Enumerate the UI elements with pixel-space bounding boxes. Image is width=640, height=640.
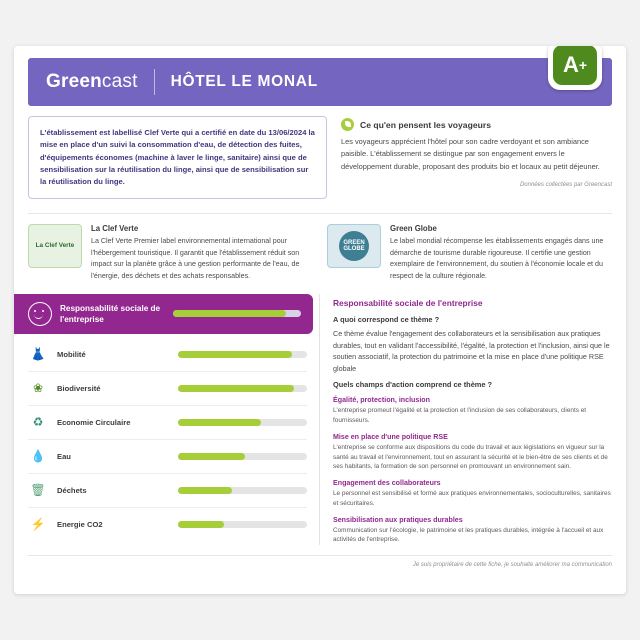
list-item[interactable] — [28, 474, 307, 508]
subsection-desc: L'entreprise se conforme aux dispositions du code du travail et aux législations en vigueur sur la santé au travail et l'environnement, tout en assurant la sécurité et le bien-être de ses clients et de ses habitants, la formation de son personnel en promouvant un environnement sain. — [333, 443, 608, 471]
certification-statement: L'établissement est labellisé Clef Verte qui a certifié en date du 13/06/2024 la mise en place d'un suivi la consommation d'eau, de détection des fuites, d'équipements économes (machine à laver le linge, sanitaire) ainsi que de sensibilisation sur la réutilisation du linge, ainsi que de sensibilisation sur la réutilisation du linge. — [28, 116, 327, 199]
detail-question-2: Quels champs d'action comprend ce thème ? — [333, 380, 493, 390]
grade-badge — [548, 46, 602, 90]
list-item[interactable] — [28, 508, 307, 541]
trash-icon: 🗑 — [30, 483, 46, 498]
label-desc: La Clef Verte Premier label environnemental international pour l'hébergement touristique. Il garantit que l'établissement réduit son impact sur la planète grâce à une gestion performante de l'eau, de l'énergie, des déchets et des achats responsables. — [91, 237, 300, 280]
reviews-header — [341, 118, 612, 131]
tshirt-icon: 👗 — [30, 347, 46, 362]
detail-subsection — [333, 516, 612, 545]
scores-panel-title: Responsabilité sociale de l'entreprise — [60, 303, 161, 324]
criterion-bar — [178, 351, 307, 358]
label-desc: Le label mondial récompense les établissements engagés dans une démarche de tourisme durable rigoureuse. Il certifie une gestion exemplaire de l'environnement, du soutien à l'économie locale et du respect de la culture régionale. — [390, 237, 604, 280]
flower-icon: ❀ — [32, 381, 44, 396]
detail-question-1: A quoi correspond ce thème ? — [333, 314, 440, 324]
subsection-title: Égalité, protection, inclusion — [333, 396, 430, 405]
criterion-label: Déchets — [57, 485, 87, 495]
labels-row — [28, 213, 612, 281]
report-card — [14, 46, 626, 594]
water-drop-icon: 💧 — [30, 449, 46, 464]
subsection-desc: Communication sur l'écologie, le patrimoine et les pratiques durables, intégrée à l'accueil et aux activités de l'entreprise. — [333, 526, 604, 544]
scores-section — [14, 294, 626, 545]
subsection-title: Engagement des collaborateurs — [333, 479, 441, 488]
detail-panel — [319, 294, 626, 545]
grade-plus: + — [578, 57, 588, 73]
reviews-source: Données collectées par Greencast — [519, 181, 612, 188]
green-globe-logo-icon — [327, 224, 381, 268]
subsection-desc: L'entreprise promeut l'égalité et la protection et l'inclusion de ses collaborateurs, clients et fournisseurs. — [333, 407, 587, 425]
list-item[interactable] — [28, 372, 307, 406]
subsection-desc: Le personnel est sensibilisé et formé aux pratiques environnementales, socioculturelles, sanitaires et sécuritaires. — [333, 490, 611, 507]
green-globe-logo-text: GREEN GLOBE — [339, 231, 369, 261]
criterion-bar — [178, 419, 307, 426]
brand-bold: Green — [46, 71, 102, 92]
subsection-title: Sensibilisation aux pratiques durables — [333, 515, 463, 524]
reviews-text: Les voyageurs apprécient l'hôtel pour son cadre verdoyant et son ambiance paisible. L'établissement se distingue par son engagement envers le développement durable, proposant des produits bio et locaux au petit déjeuner. — [341, 137, 600, 171]
header-divider — [154, 69, 155, 95]
label-text-clef-verte — [91, 224, 313, 281]
clef-verte-logo-icon — [28, 224, 82, 268]
label-card-green-globe — [327, 224, 612, 281]
criterion-bar — [178, 521, 307, 528]
energy-icon: ⚡ — [30, 517, 46, 532]
list-item[interactable] — [28, 440, 307, 474]
label-name: Green Globe — [390, 224, 437, 234]
list-item[interactable] — [28, 338, 307, 372]
criterion-bar — [178, 487, 307, 494]
detail-title: Responsabilité sociale de l'entreprise — [333, 297, 483, 308]
grade-letter: A — [562, 52, 579, 77]
criterion-label: Biodiversité — [57, 383, 101, 393]
header-bar — [28, 52, 612, 106]
detail-paragraph-1: Ce thème évalue l'engagement des collaborateurs et la sensibilisation aux pratiques durables, tout en validant l'accessibilité, l'égalité, la protection et l'inclusion, ainsi que le soutien associatif, la protection du patrimoine et la mise en place d'une politique RSE globale — [333, 328, 610, 373]
footer-link[interactable]: Je suis propriétaire de cette fiche, je souhaite améliorer ma communication — [28, 555, 612, 568]
scores-panel — [14, 294, 319, 545]
criterion-label: Economie Circulaire — [57, 417, 131, 427]
recycle-icon: ♻ — [32, 415, 44, 430]
clef-verte-logo-text: La Clef Verte — [35, 242, 75, 250]
criteria-list — [14, 334, 319, 541]
brand-light: cast — [101, 71, 138, 92]
detail-subsection — [333, 479, 612, 508]
label-card-clef-verte — [28, 224, 313, 281]
summary-row — [28, 116, 612, 199]
brand-logo — [28, 71, 138, 93]
label-text-green-globe — [390, 224, 612, 281]
page-title: HÔTEL LE MONAL — [170, 73, 318, 90]
detail-subsection — [333, 433, 612, 472]
subsection-title: Mise en place d'une politique RSE — [333, 432, 448, 441]
criterion-label: Energie CO2 — [57, 519, 103, 529]
criterion-bar — [178, 453, 307, 460]
grade-badge-inner — [553, 46, 597, 85]
label-name: La Clef Verte — [91, 224, 139, 234]
traveler-reviews — [341, 116, 612, 199]
reviews-title: Ce qu'en pensent les voyageurs — [360, 119, 491, 130]
criterion-label: Eau — [57, 451, 71, 461]
criterion-label: Mobilité — [57, 349, 86, 359]
criterion-bar — [178, 385, 307, 392]
detail-subsection — [333, 396, 612, 425]
list-item[interactable] — [28, 406, 307, 440]
overall-score-bar — [173, 310, 301, 317]
leaf-icon — [341, 118, 354, 131]
smiley-icon — [28, 302, 52, 326]
scores-panel-header[interactable] — [14, 294, 313, 334]
